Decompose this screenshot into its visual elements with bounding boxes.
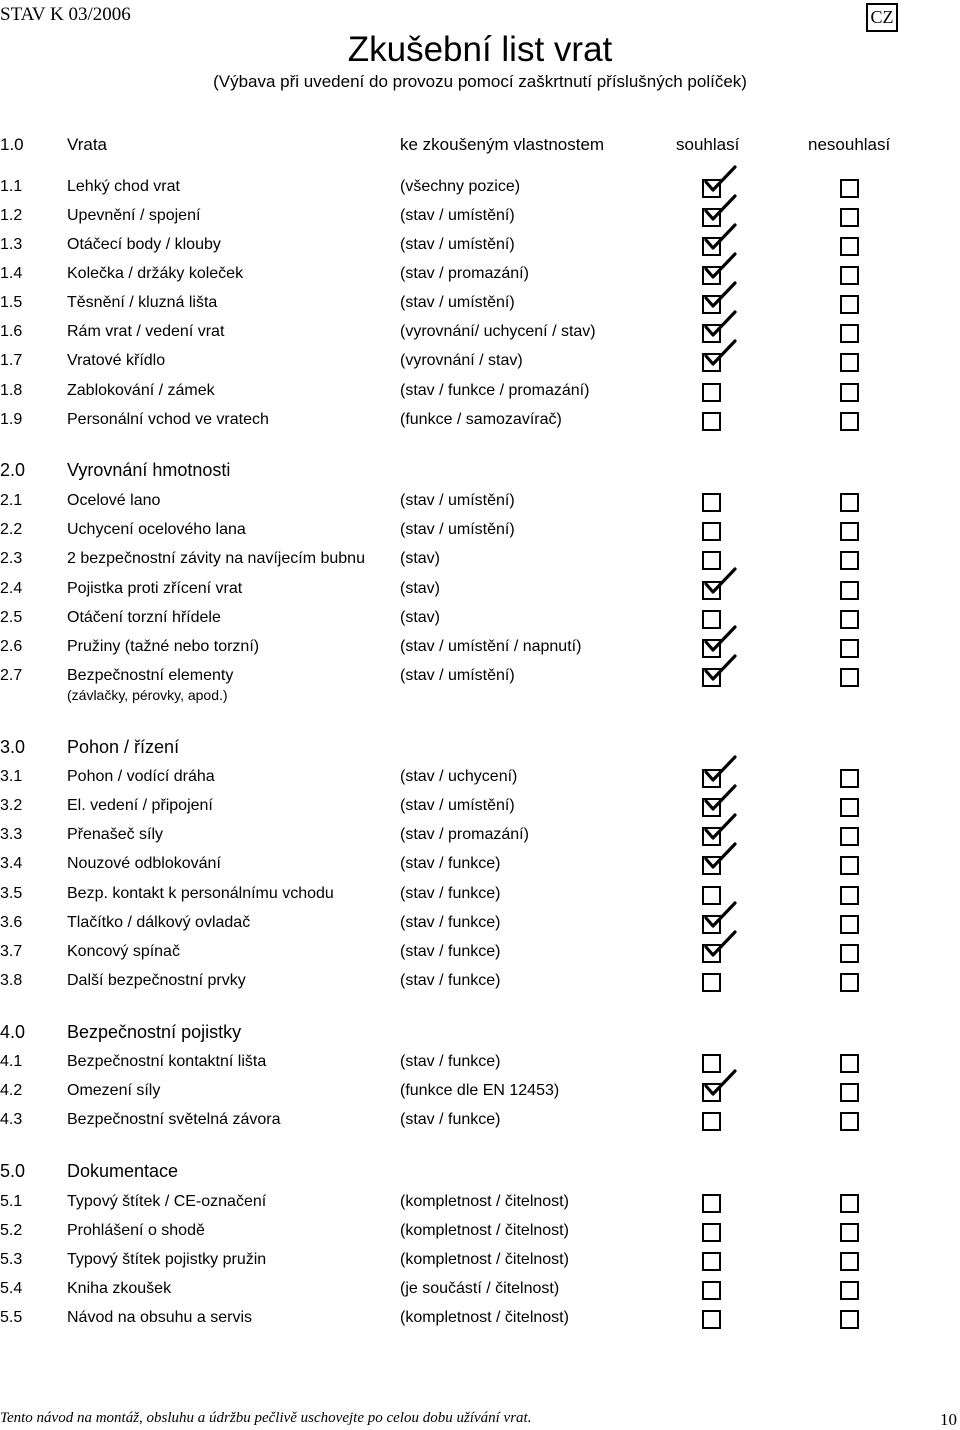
checkmark-icon [702, 901, 736, 931]
row-number: 3.0 [0, 737, 26, 757]
document-code: STAV K 03/2006 [0, 4, 131, 25]
row-condition: (kompletnost / čitelnost) [400, 1222, 569, 1239]
row-number: 2.0 [0, 460, 26, 480]
checklist-row [0, 1053, 960, 1075]
checklist-row [0, 492, 960, 514]
agree-checkbox[interactable] [702, 581, 721, 600]
checklist-row [0, 768, 960, 790]
agree-checkbox[interactable] [702, 383, 721, 402]
checklist-row [0, 1251, 960, 1273]
row-number: 5.4 [0, 1280, 23, 1297]
agree-checkbox[interactable] [702, 973, 721, 992]
row-number: 2.6 [0, 638, 23, 655]
row-number: 2.4 [0, 580, 23, 597]
page-subtitle: (Výbava při uvedení do provozu pomocí zaškrtnutí příslušných políček) [213, 72, 747, 91]
row-condition: (stav / umístění) [400, 492, 515, 509]
row-item-name: Pružiny (tažné nebo torzní) [67, 638, 260, 655]
row-condition: (stav / umístění) [400, 207, 515, 224]
row-item-name: Vratové křídlo [67, 352, 166, 369]
row-item-name: Bezpečnostní světelná závora [67, 1111, 281, 1128]
agree-checkbox[interactable] [702, 522, 721, 541]
disagree-checkbox[interactable] [840, 179, 859, 198]
disagree-checkbox[interactable] [840, 1054, 859, 1073]
row-condition: (stav / umístění) [400, 797, 515, 814]
checklist-row [0, 638, 960, 660]
disagree-checkbox[interactable] [840, 856, 859, 875]
checkmark-icon [702, 165, 736, 195]
row-number: 4.0 [0, 1022, 26, 1042]
checkmark-icon [702, 339, 736, 369]
column-header-number: 1.0 [0, 135, 24, 154]
disagree-checkbox[interactable] [840, 1223, 859, 1242]
row-condition: (stav) [400, 550, 440, 567]
checklist-row [0, 826, 960, 848]
checklist-row [0, 323, 960, 345]
row-item-name: Pojistka proti zřícení vrat [67, 580, 243, 597]
row-item-name: El. vedení / připojení [67, 797, 213, 814]
row-item-name: Bezpečnostní elementy [67, 667, 234, 684]
checkmark-icon [702, 310, 736, 340]
section-title: Pohon / řízení [67, 737, 180, 757]
disagree-checkbox[interactable] [840, 668, 859, 687]
checkmark-icon [702, 625, 736, 655]
row-number: 1.8 [0, 382, 23, 399]
checkmark-icon [702, 281, 736, 311]
disagree-checkbox[interactable] [840, 944, 859, 963]
checkmark-icon [702, 194, 736, 224]
row-condition: (stav) [400, 580, 440, 597]
row-condition: (je součástí / čitelnost) [400, 1280, 560, 1297]
row-number: 5.0 [0, 1161, 26, 1181]
row-condition: (stav / umístění) [400, 521, 515, 538]
row-item-name: Lehký chod vrat [67, 178, 180, 195]
row-item-name: Typový štítek pojistky pružin [67, 1251, 267, 1268]
row-condition: (stav / funkce) [400, 1053, 501, 1070]
row-number: 5.1 [0, 1193, 23, 1210]
section-title: Bezpečnostní pojistky [67, 1022, 242, 1042]
disagree-checkbox[interactable] [840, 915, 859, 934]
row-number: 4.2 [0, 1082, 23, 1099]
language-badge: CZ [866, 3, 898, 32]
row-number: 1.3 [0, 236, 23, 253]
section-title: Dokumentace [67, 1161, 179, 1181]
disagree-checkbox[interactable] [840, 353, 859, 372]
row-item-name: Ocelové lano [67, 492, 161, 509]
agree-checkbox[interactable] [702, 1223, 721, 1242]
row-condition: (stav / umístění / napnutí) [400, 638, 582, 655]
checklist-row [0, 667, 960, 703]
row-item-name: Upevnění / spojení [67, 207, 201, 224]
row-item-name: 2 bezpečnostní závity na navíjecím bubnu [67, 550, 365, 567]
agree-checkbox[interactable] [702, 1112, 721, 1131]
checkmark-icon [702, 654, 736, 684]
checklist-row [0, 178, 960, 200]
disagree-checkbox[interactable] [840, 1083, 859, 1102]
agree-checkbox[interactable] [702, 412, 721, 431]
row-item-name: Uchycení ocelového lana [67, 521, 246, 538]
row-condition: (funkce dle EN 12453) [400, 1082, 560, 1099]
checklist-row [0, 1222, 960, 1244]
row-condition: (stav / umístění) [400, 667, 515, 684]
row-number: 4.3 [0, 1111, 23, 1128]
disagree-checkbox[interactable] [840, 769, 859, 788]
checkmark-icon [702, 1069, 736, 1099]
checklist-row [0, 207, 960, 229]
page-number: 10 [940, 1410, 957, 1429]
row-item-name: Tlačítko / dálkový ovladač [67, 914, 251, 931]
checklist-row [0, 236, 960, 258]
row-number: 1.1 [0, 178, 23, 195]
row-condition: (stav / funkce) [400, 943, 501, 960]
row-condition: (všechny pozice) [400, 178, 521, 195]
row-number: 3.7 [0, 943, 23, 960]
checkmark-icon [702, 252, 736, 282]
row-condition: (stav / funkce) [400, 972, 501, 989]
disagree-checkbox[interactable] [840, 493, 859, 512]
checklist-row [0, 580, 960, 602]
column-header-agree: souhlasí [676, 135, 740, 154]
row-condition: (stav / umístění) [400, 236, 515, 253]
row-item-name: Omezení síly [67, 1082, 161, 1099]
row-condition: (kompletnost / čitelnost) [400, 1309, 569, 1326]
row-item-name: Otáčení torzní hřídele [67, 609, 221, 626]
row-number: 3.8 [0, 972, 23, 989]
checklist-row [0, 294, 960, 316]
row-number: 1.9 [0, 411, 23, 428]
row-item-name: Zablokování / zámek [67, 382, 215, 399]
agree-checkbox[interactable] [702, 1083, 721, 1102]
agree-checkbox[interactable] [702, 353, 721, 372]
column-header-name: Vrata [67, 135, 108, 154]
row-condition: (stav / uchycení) [400, 768, 518, 785]
row-condition: (kompletnost / čitelnost) [400, 1251, 569, 1268]
disagree-checkbox[interactable] [840, 383, 859, 402]
disagree-checkbox[interactable] [840, 412, 859, 431]
checkmark-icon [702, 567, 736, 597]
row-condition: (vyrovnání / stav) [400, 352, 523, 369]
row-condition: (stav / umístění) [400, 294, 515, 311]
row-number: 3.2 [0, 797, 23, 814]
disagree-checkbox[interactable] [840, 1252, 859, 1271]
disagree-checkbox[interactable] [840, 798, 859, 817]
row-item-name: Přenašeč síly [67, 826, 164, 843]
row-number: 5.3 [0, 1251, 23, 1268]
row-number: 2.1 [0, 492, 23, 509]
column-header-disagree: nesouhlasí [808, 135, 891, 154]
column-header-condition: ke zkoušeným vlastnostem [400, 135, 605, 154]
section-header-row [0, 460, 960, 482]
row-item-name: Bezp. kontakt k personálnímu vchodu [67, 885, 334, 902]
row-item-name: Pohon / vodící dráha [67, 768, 215, 785]
agree-checkbox[interactable] [702, 668, 721, 687]
row-item-name: Kniha zkoušek [67, 1280, 172, 1297]
disagree-checkbox[interactable] [840, 551, 859, 570]
checkmark-icon [702, 842, 736, 872]
agree-checkbox[interactable] [702, 1252, 721, 1271]
disagree-checkbox[interactable] [840, 324, 859, 343]
row-item-name: Personální vchod ve vratech [67, 411, 269, 428]
disagree-checkbox[interactable] [840, 1112, 859, 1131]
row-number: 2.5 [0, 609, 23, 626]
section-header-row [0, 1022, 960, 1044]
checklist-row [0, 521, 960, 543]
checklist-row [0, 411, 960, 433]
row-number: 2.3 [0, 550, 23, 567]
disagree-checkbox[interactable] [840, 295, 859, 314]
row-number: 1.6 [0, 323, 23, 340]
row-number: 3.4 [0, 855, 23, 872]
row-number: 1.5 [0, 294, 23, 311]
agree-checkbox[interactable] [702, 856, 721, 875]
checklist-row [0, 1193, 960, 1215]
disagree-checkbox[interactable] [840, 208, 859, 227]
checklist-row [0, 1280, 960, 1302]
row-item-note: (závlačky, pérovky, apod.) [67, 687, 228, 703]
row-number: 1.4 [0, 265, 23, 282]
row-number: 5.2 [0, 1222, 23, 1239]
row-item-name: Rám vrat / vedení vrat [67, 323, 225, 340]
row-item-name: Prohlášení o shodě [67, 1222, 205, 1239]
row-number: 2.7 [0, 667, 23, 684]
row-condition: (stav / promazání) [400, 826, 529, 843]
disagree-checkbox[interactable] [840, 973, 859, 992]
disagree-checkbox[interactable] [840, 237, 859, 256]
row-item-name: Otáčecí body / klouby [67, 236, 221, 253]
disagree-checkbox[interactable] [840, 1310, 859, 1329]
row-number: 2.2 [0, 521, 23, 538]
checklist-row [0, 914, 960, 936]
disagree-checkbox[interactable] [840, 581, 859, 600]
checklist-row [0, 1111, 960, 1133]
section-header-row [0, 1161, 960, 1183]
section-header-row [0, 737, 960, 759]
row-condition: (kompletnost / čitelnost) [400, 1193, 569, 1210]
row-number: 3.3 [0, 826, 23, 843]
row-condition: (funkce / samozavírač) [400, 411, 562, 428]
disagree-checkbox[interactable] [840, 639, 859, 658]
row-condition: (stav / funkce) [400, 1111, 501, 1128]
checklist-row [0, 797, 960, 819]
row-item-name: Další bezpečnostní prvky [67, 972, 246, 989]
row-condition: (vyrovnání/ uchycení / stav) [400, 323, 596, 340]
checklist-row [0, 1082, 960, 1104]
row-number: 3.1 [0, 768, 23, 785]
checkmark-icon [702, 755, 736, 785]
checklist-row [0, 972, 960, 994]
row-number: 4.1 [0, 1053, 23, 1070]
disagree-checkbox[interactable] [840, 610, 859, 629]
disagree-checkbox[interactable] [840, 886, 859, 905]
checkmark-icon [702, 813, 736, 843]
disagree-checkbox[interactable] [840, 1281, 859, 1300]
disagree-checkbox[interactable] [840, 827, 859, 846]
row-item-name: Kolečka / držáky koleček [67, 265, 244, 282]
checklist-row [0, 550, 960, 572]
row-item-name: Bezpečnostní kontaktní lišta [67, 1053, 267, 1070]
disagree-checkbox[interactable] [840, 266, 859, 285]
checklist-row [0, 855, 960, 877]
disagree-checkbox[interactable] [840, 522, 859, 541]
checklist-row [0, 352, 960, 374]
row-item-name: Nouzové odblokování [67, 855, 221, 872]
row-item-name: Návod na obsuhu a servis [67, 1309, 252, 1326]
checkmark-icon [702, 784, 736, 814]
checklist-row [0, 1309, 960, 1331]
row-condition: (stav / funkce) [400, 855, 501, 872]
row-number: 1.7 [0, 352, 23, 369]
footer-note: Tento návod na montáž, obsluhu a údržbu pečlivě uschovejte po celou dobu užívání vrat. [0, 1410, 532, 1426]
agree-checkbox[interactable] [702, 1310, 721, 1329]
row-number: 5.5 [0, 1309, 23, 1326]
row-number: 1.2 [0, 207, 23, 224]
agree-checkbox[interactable] [702, 944, 721, 963]
section-title: Vyrovnání hmotnosti [67, 460, 231, 480]
checkmark-icon [702, 930, 736, 960]
row-condition: (stav / funkce / promazání) [400, 382, 590, 399]
disagree-checkbox[interactable] [840, 1194, 859, 1213]
row-item-name: Typový štítek / CE-označení [67, 1193, 267, 1210]
agree-checkbox[interactable] [702, 493, 721, 512]
row-condition: (stav / promazání) [400, 265, 529, 282]
checklist-row [0, 885, 960, 907]
page-title: Zkušební list vrat [347, 30, 613, 69]
row-number: 3.6 [0, 914, 23, 931]
checklist-row [0, 265, 960, 287]
checkmark-icon [702, 223, 736, 253]
row-item-name: Koncový spínač [67, 943, 180, 960]
checklist-row [0, 943, 960, 965]
checklist-row [0, 382, 960, 404]
agree-checkbox[interactable] [702, 1281, 721, 1300]
agree-checkbox[interactable] [702, 1194, 721, 1213]
row-condition: (stav) [400, 609, 440, 626]
row-number: 3.5 [0, 885, 23, 902]
checklist-row [0, 609, 960, 631]
row-condition: (stav / funkce) [400, 885, 501, 902]
row-condition: (stav / funkce) [400, 914, 501, 931]
row-item-name: Těsnění / kluzná lišta [67, 294, 218, 311]
